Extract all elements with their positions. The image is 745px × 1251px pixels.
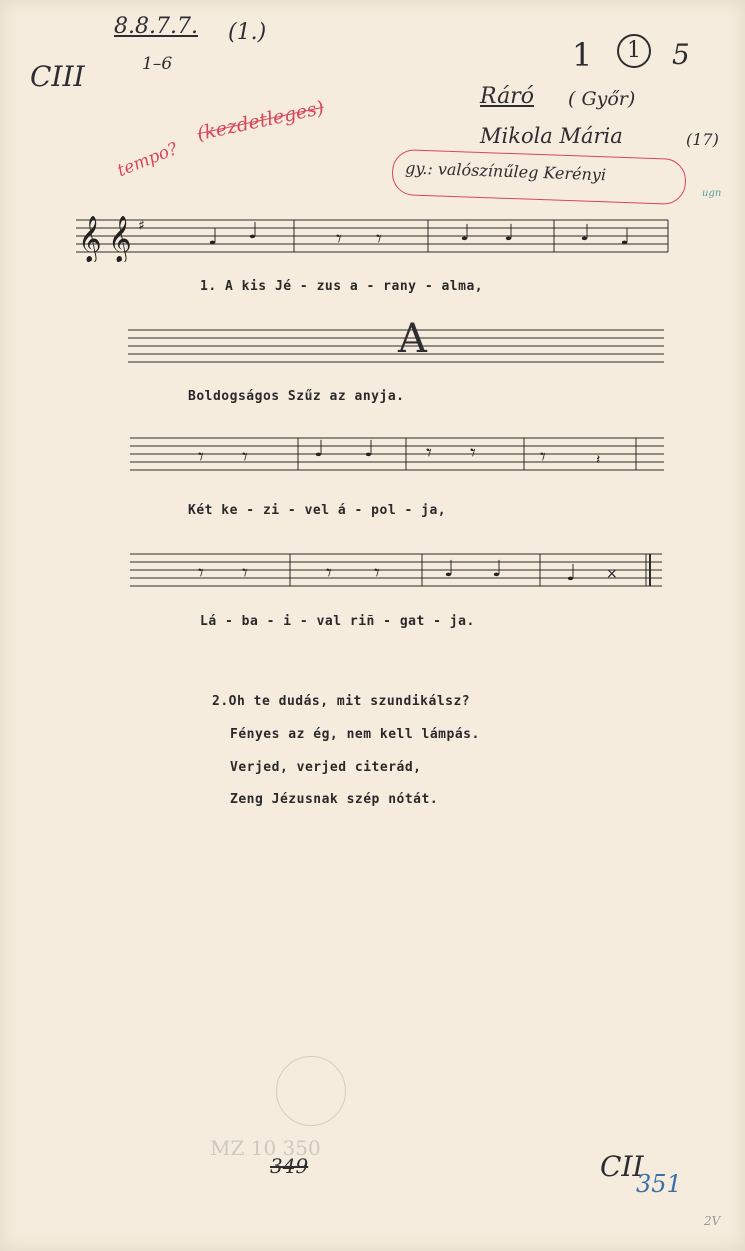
circled-note-text: gy.: valószínűleg Kerényi bbox=[404, 158, 607, 185]
svg-text:♩: ♩ bbox=[444, 557, 455, 582]
verse2-line-2: Fényes az ég, nem kell lámpás. bbox=[230, 727, 480, 742]
number-suffix: 5 bbox=[672, 38, 690, 71]
svg-text:𝄾: 𝄾 bbox=[540, 445, 546, 470]
struck-number: 349 bbox=[270, 1154, 309, 1178]
lyrics-line-2: Boldogságos Szűz az anyja. bbox=[188, 389, 405, 404]
music-staff-3 bbox=[130, 430, 670, 480]
place-name: Ráró bbox=[480, 84, 534, 109]
svg-text:𝄾: 𝄾 bbox=[374, 561, 380, 586]
svg-text:♩: ♩ bbox=[314, 437, 325, 462]
lyrics-line-3: Két ke - zi - vel á - pol - ja, bbox=[188, 503, 447, 518]
svg-text:♩: ♩ bbox=[504, 221, 515, 246]
meter-text: 8.8.7.7. bbox=[114, 14, 198, 39]
circled-note bbox=[391, 149, 686, 205]
svg-text:𝄾: 𝄾 bbox=[326, 561, 332, 586]
place-county: ( Győr) bbox=[568, 88, 636, 110]
singer-age: (17) bbox=[686, 130, 719, 149]
side-note: ugn bbox=[702, 188, 722, 199]
lyrics-line-4: Lá - ba - i - val riñ - gat - ja. bbox=[200, 614, 475, 629]
svg-text:♩: ♩ bbox=[580, 221, 591, 246]
svg-text:♩: ♩ bbox=[208, 225, 219, 250]
svg-text:𝄾: 𝄾 bbox=[376, 227, 382, 252]
music-staff-4 bbox=[130, 546, 670, 602]
svg-text:𝄾: 𝄾 bbox=[426, 441, 432, 466]
svg-text:𝄾: 𝄾 bbox=[470, 441, 476, 466]
struck-red-note: (kezdetleges) bbox=[195, 96, 327, 146]
svg-text:𝄞: 𝄞 bbox=[108, 216, 132, 262]
svg-text:♩: ♩ bbox=[364, 437, 375, 462]
svg-text:♩: ♩ bbox=[248, 219, 259, 244]
svg-text:♩: ♩ bbox=[492, 557, 503, 582]
verse2-line-4: Zeng Jézusnak szép nótát. bbox=[230, 792, 439, 807]
svg-text:𝄾: 𝄾 bbox=[198, 561, 204, 586]
svg-text:♩: ♩ bbox=[460, 221, 471, 246]
svg-text:𝄽: 𝄽 bbox=[596, 452, 601, 468]
verse2-line-3: Verjed, verjed citerád, bbox=[230, 760, 422, 775]
corner-mark: 2V bbox=[704, 1214, 721, 1228]
svg-text:𝄞: 𝄞 bbox=[78, 216, 102, 262]
left-catalog-mark: CIII bbox=[30, 60, 85, 93]
number-circled: 1 bbox=[617, 34, 651, 68]
verse2-line-1: 2.Oh te dudás, mit szundikálsz? bbox=[212, 694, 471, 709]
bottom-catalog-mark: CII bbox=[600, 1150, 644, 1183]
lyrics-line-1: 1. A kis Jé - zus a - rany - alma, bbox=[200, 279, 484, 294]
svg-text:♩: ♩ bbox=[566, 561, 577, 586]
faint-stamp-text: MZ 10 350 bbox=[210, 1136, 321, 1160]
repeat-mark: A bbox=[398, 316, 427, 362]
music-staff-1 bbox=[76, 212, 676, 262]
range-text: 1–6 bbox=[142, 54, 173, 74]
singer-name: Mikola Mária bbox=[480, 124, 623, 148]
svg-text:𝄾: 𝄾 bbox=[242, 561, 248, 586]
faint-archive-stamp bbox=[276, 1056, 346, 1126]
svg-text:𝄾: 𝄾 bbox=[198, 445, 204, 470]
svg-text:𝄾: 𝄾 bbox=[336, 227, 342, 252]
tempo-note: tempo? bbox=[114, 138, 181, 182]
bottom-number: 351 bbox=[636, 1170, 682, 1198]
svg-text:♯: ♯ bbox=[138, 218, 145, 234]
svg-text:×: × bbox=[606, 566, 618, 582]
number-top: 1 bbox=[572, 36, 593, 74]
svg-text:𝄾: 𝄾 bbox=[242, 445, 248, 470]
svg-text:♩: ♩ bbox=[620, 225, 631, 250]
meter-paren: (1.) bbox=[228, 20, 267, 45]
